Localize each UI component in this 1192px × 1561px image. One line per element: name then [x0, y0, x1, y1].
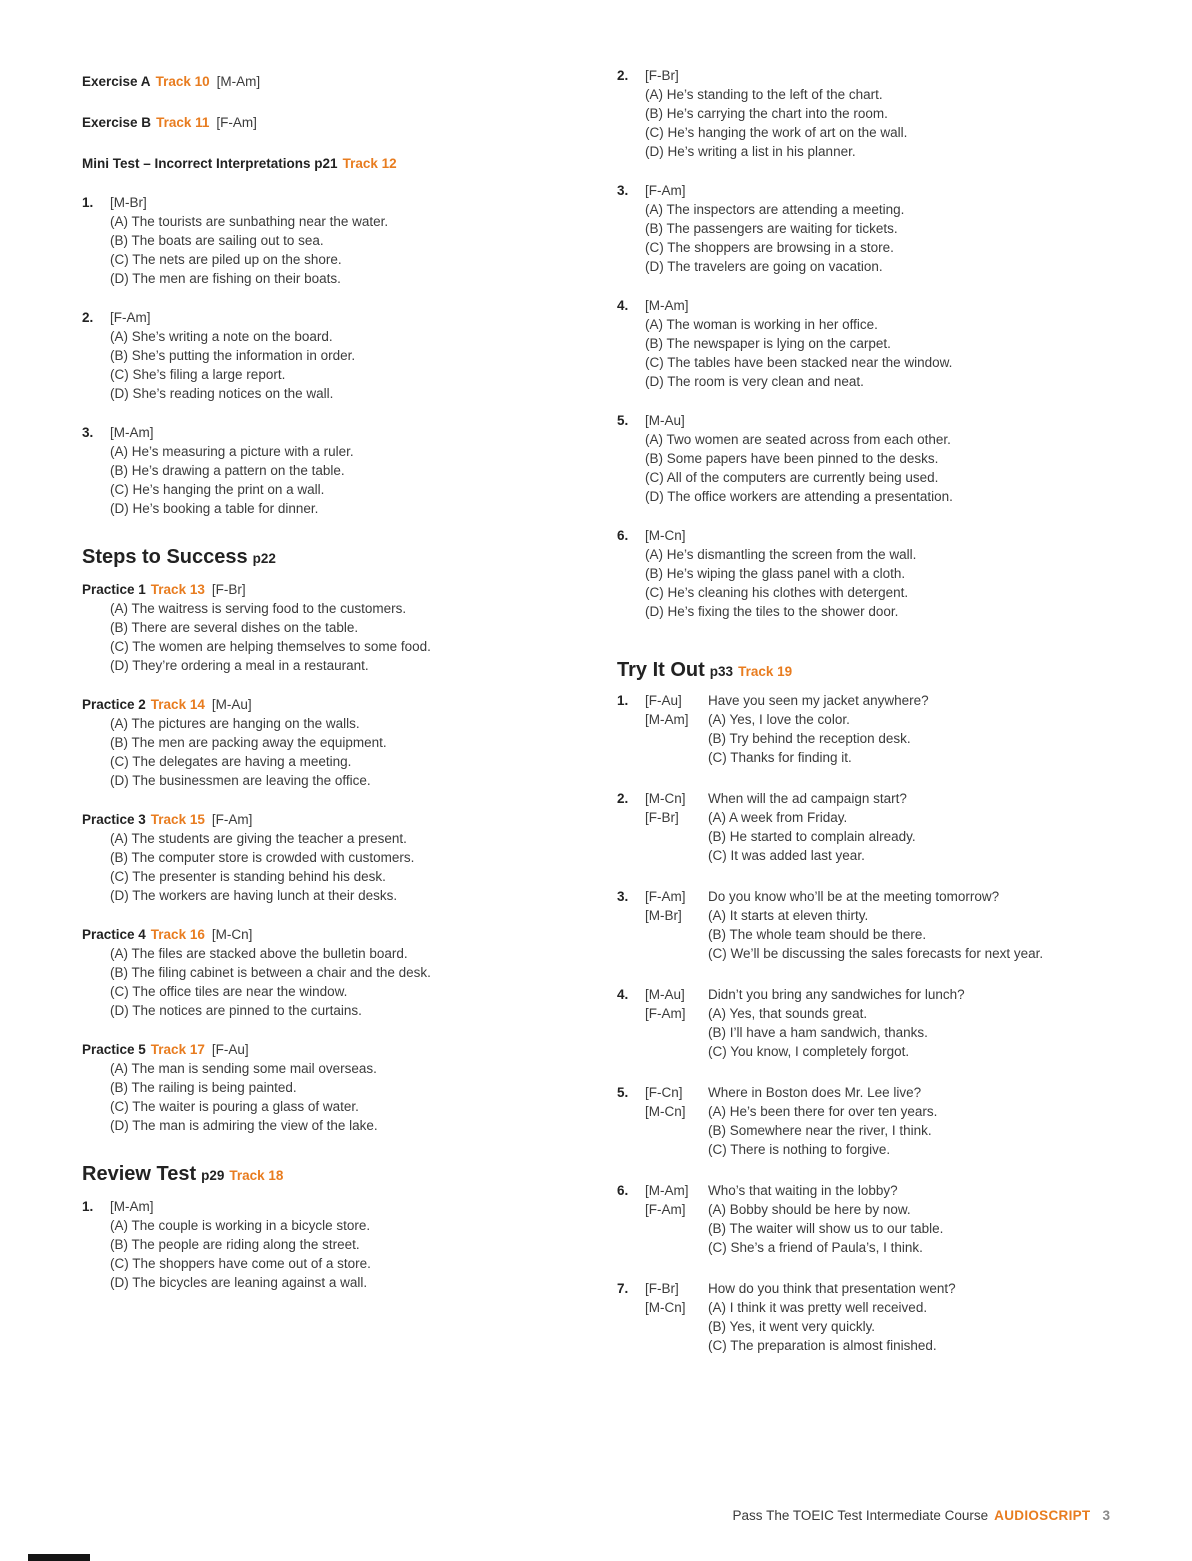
answer-option: (D) The businessmen are leaving the office.: [110, 773, 371, 788]
spacer: [645, 925, 708, 944]
practice-heading: [82, 580, 575, 599]
answer-option: (C) The presenter is standing behind his desk.: [110, 869, 386, 884]
spacer: [617, 1238, 645, 1257]
question-number: 2.: [617, 791, 629, 806]
answer-option: (B) The filing cabinet is between a chair and the desk.: [110, 965, 431, 980]
spacer: [645, 1317, 708, 1336]
answer-option: (A) A week from Friday.: [708, 810, 848, 825]
qa-question-row: [617, 789, 1110, 808]
spacer: [645, 1336, 708, 1355]
answer-option: (A) She’s writing a note on the board.: [110, 329, 333, 344]
exercise-heading: [82, 113, 575, 132]
answer-option: (C) The women are helping themselves to some food.: [110, 639, 431, 654]
spacer: [617, 827, 645, 846]
spacer: [617, 1200, 645, 1219]
answer-option: (C) The waiter is pouring a glass of water.: [110, 1099, 359, 1114]
right-column: [617, 66, 1110, 1355]
practice-label: Practice 4: [82, 927, 146, 942]
voice-tag: [M-Cn]: [645, 791, 686, 806]
voice-tag: [F-Br]: [211, 582, 246, 597]
qa-answer-row: [617, 1219, 1110, 1238]
question-header: [617, 66, 1110, 85]
question-header: [82, 193, 575, 212]
voice-tag: [M-Au]: [645, 987, 685, 1002]
practice-heading: [82, 925, 575, 944]
qa-question-row: [617, 887, 1110, 906]
spacer: [617, 944, 645, 963]
answer-option: (A) He’s dismantling the screen from the wall.: [645, 547, 917, 562]
spacer: [645, 1023, 708, 1042]
answer-option: (A) He’s standing to the left of the chart.: [645, 87, 883, 102]
answer-option: (C) The tables have been stacked near the window.: [645, 355, 953, 370]
question-text: Who’s that waiting in the lobby?: [708, 1183, 898, 1198]
answer-option: (A) Yes, I love the color.: [708, 712, 850, 727]
qa-answer-row: [617, 1042, 1110, 1061]
voice-tag: [F-Au]: [211, 1042, 249, 1057]
answer-options: [645, 200, 1110, 276]
answer-options: [645, 545, 1110, 621]
question-response-item: [617, 1181, 1110, 1257]
section-title: Steps to Success: [82, 546, 248, 568]
qa-answer-row: [617, 710, 1110, 729]
voice-tag: [M-Au]: [211, 697, 252, 712]
question-number: 4.: [617, 987, 629, 1002]
answer-option: (C) There is nothing to forgive.: [708, 1142, 891, 1157]
question-number: 2.: [617, 68, 629, 83]
answer-options: [645, 315, 1110, 391]
practice-heading: [82, 1040, 575, 1059]
answer-option: (B) Yes, it went very quickly.: [708, 1319, 876, 1334]
answer-option: (A) The students are giving the teacher a present.: [110, 831, 407, 846]
voice-tag: [M-Am]: [110, 1199, 154, 1214]
spacer: [617, 1121, 645, 1140]
voice-tag: [F-Am]: [110, 310, 151, 325]
voice-tag: [M-Am]: [645, 298, 689, 313]
voice-tag: [M-Au]: [645, 413, 685, 428]
track-label: Track 11: [156, 115, 210, 130]
answer-option: (B) The computer store is crowded with customers.: [110, 850, 415, 865]
qa-answer-row: [617, 729, 1110, 748]
answer-option: (B) The railing is being painted.: [110, 1080, 297, 1095]
spacer: [617, 1023, 645, 1042]
answer-option: (A) The couple is working in a bicycle store.: [110, 1218, 371, 1233]
question-item: [617, 66, 1110, 161]
answer-options: [110, 327, 575, 403]
page-ref: p22: [252, 551, 276, 566]
answer-option: (C) She’s a friend of Paula’s, I think.: [708, 1240, 923, 1255]
answer-option: (B) The waiter will show us to our table.: [708, 1221, 944, 1236]
answer-options: [110, 442, 575, 518]
question-text: Didn’t you bring any sandwiches for lunch?: [708, 987, 965, 1002]
section-title: Try It Out: [617, 659, 705, 681]
spacer: [645, 729, 708, 748]
spacer: [617, 729, 645, 748]
question-item: [617, 296, 1110, 391]
answer-option: (C) You know, I completely forgot.: [708, 1044, 910, 1059]
practice-heading: [82, 695, 575, 714]
answer-option: (C) The office tiles are near the window.: [110, 984, 348, 999]
qa-answer-row: [617, 827, 1110, 846]
track-label: Track 16: [150, 927, 205, 942]
question-header: [617, 296, 1110, 315]
question-text: How do you think that presentation went?: [708, 1281, 956, 1296]
spacer: [617, 1298, 645, 1317]
answer-option: (A) I think it was pretty well received.: [708, 1300, 928, 1315]
page-footer: [733, 1508, 1110, 1523]
spacer: [645, 1219, 708, 1238]
voice-tag: [M-Cn]: [645, 1300, 686, 1315]
answer-options: [110, 599, 575, 675]
question-text: Do you know who’ll be at the meeting tomorrow?: [708, 889, 1000, 904]
qa-answer-row: [617, 808, 1110, 827]
answer-option: (B) The men are packing away the equipment.: [110, 735, 387, 750]
answer-option: (C) We’ll be discussing the sales forecasts for next year.: [708, 946, 1044, 961]
page-ref: p33: [709, 664, 734, 679]
qa-answer-row: [617, 748, 1110, 767]
qa-answer-row: [617, 1298, 1110, 1317]
left-column: [82, 66, 575, 1355]
question-header: [617, 181, 1110, 200]
track-label: Track 13: [150, 582, 205, 597]
answer-option: (B) Some papers have been pinned to the desks.: [645, 451, 939, 466]
answer-option: (A) The tourists are sunbathing near the water.: [110, 214, 389, 229]
answer-option: (B) The boats are sailing out to sea.: [110, 233, 324, 248]
qa-question-row: [617, 1279, 1110, 1298]
exercise-heading: [82, 154, 575, 173]
footer-course-title: Pass The TOEIC Test Intermediate Course: [732, 1508, 989, 1523]
track-label: Track 14: [150, 697, 205, 712]
section-heading: [82, 544, 575, 572]
page-number: 3: [1102, 1508, 1110, 1523]
qa-answer-row: [617, 925, 1110, 944]
answer-option: (D) The room is very clean and neat.: [645, 374, 864, 389]
qa-answer-row: [617, 1200, 1110, 1219]
section-title: Review Test: [82, 1163, 197, 1185]
question-number: 6.: [617, 528, 629, 543]
spacer: [617, 846, 645, 865]
section-heading: [617, 657, 1110, 685]
spacer: [645, 1042, 708, 1061]
qa-answer-row: [617, 1121, 1110, 1140]
exercise-label: Mini Test – Incorrect Interpretations p21: [82, 156, 338, 171]
answer-option: (D) The notices are pinned to the curtains.: [110, 1003, 362, 1018]
answer-option: (A) He’s measuring a picture with a ruler.: [110, 444, 354, 459]
qa-question-row: [617, 1181, 1110, 1200]
answer-option: (D) The office workers are attending a presentation.: [645, 489, 953, 504]
print-artifact-bar: [28, 1554, 90, 1561]
answer-options: [110, 1216, 575, 1292]
answer-option: (B) The whole team should be there.: [708, 927, 927, 942]
voice-tag: [F-Am]: [645, 889, 686, 904]
answer-option: (B) Somewhere near the river, I think.: [708, 1123, 932, 1138]
spacer: [645, 1140, 708, 1159]
spacer: [617, 710, 645, 729]
practice-heading: [82, 810, 575, 829]
answer-option: (C) She’s filing a large report.: [110, 367, 286, 382]
voice-tag: [F-Am]: [645, 183, 686, 198]
question-item: [82, 423, 575, 518]
question-response-item: [617, 985, 1110, 1061]
qa-answer-row: [617, 1140, 1110, 1159]
spacer: [617, 808, 645, 827]
qa-answer-row: [617, 1102, 1110, 1121]
practice-block: [82, 1040, 575, 1135]
answer-option: (B) I’ll have a ham sandwich, thanks.: [708, 1025, 928, 1040]
qa-answer-row: [617, 1023, 1110, 1042]
question-number: 3.: [617, 183, 629, 198]
voice-tag: [M-Cn]: [211, 927, 253, 942]
answer-option: (C) The shoppers are browsing in a store.: [645, 240, 894, 255]
question-item: [617, 181, 1110, 276]
spacer: [645, 827, 708, 846]
spacer: [617, 1102, 645, 1121]
track-label: Track 15: [150, 812, 205, 827]
answer-option: (A) The woman is working in her office.: [645, 317, 878, 332]
voice-tag: [F-Br]: [645, 1281, 679, 1296]
answer-option: (A) The inspectors are attending a meeting.: [645, 202, 905, 217]
voice-tag: [F-Am]: [211, 812, 253, 827]
practice-block: [82, 925, 575, 1020]
question-number: 3.: [82, 425, 94, 440]
track-label: Track 18: [229, 1168, 284, 1183]
qa-question-row: [617, 1083, 1110, 1102]
answer-option: (D) The travelers are going on vacation.: [645, 259, 883, 274]
answer-option: (D) The bicycles are leaning against a wall.: [110, 1275, 368, 1290]
question-response-item: [617, 789, 1110, 865]
answer-option: (B) She’s putting the information in order.: [110, 348, 356, 363]
question-item: [82, 193, 575, 288]
spacer: [617, 925, 645, 944]
answer-options: [110, 944, 575, 1020]
question-response-item: [617, 1083, 1110, 1159]
practice-block: [82, 695, 575, 790]
voice-tag: [F-Am]: [216, 115, 257, 130]
answer-option: (C) The delegates are having a meeting.: [110, 754, 352, 769]
answer-option: (B) Try behind the reception desk.: [708, 731, 911, 746]
question-item: [82, 1197, 575, 1292]
qa-answer-row: [617, 846, 1110, 865]
question-item: [82, 308, 575, 403]
answer-options: [110, 1059, 575, 1135]
answer-option: (A) It starts at eleven thirty.: [708, 908, 869, 923]
practice-block: [82, 580, 575, 675]
qa-answer-row: [617, 906, 1110, 925]
question-text: Where in Boston does Mr. Lee live?: [708, 1085, 922, 1100]
voice-tag: [F-Au]: [645, 693, 682, 708]
answer-option: (B) The passengers are waiting for tickets.: [645, 221, 898, 236]
track-label: Track 10: [155, 74, 210, 89]
question-header: [617, 526, 1110, 545]
voice-tag: [F-Br]: [645, 810, 679, 825]
answer-options: [110, 212, 575, 288]
question-header: [82, 423, 575, 442]
exercise-label: Exercise A: [82, 74, 151, 89]
answer-option: (C) The nets are piled up on the shore.: [110, 252, 342, 267]
voice-tag: [M-Cn]: [645, 1104, 686, 1119]
qa-answer-row: [617, 944, 1110, 963]
qa-answer-row: [617, 1336, 1110, 1355]
question-number: 2.: [82, 310, 94, 325]
answer-option: (A) The pictures are hanging on the walls.: [110, 716, 360, 731]
answer-option: (D) The man is admiring the view of the lake.: [110, 1118, 378, 1133]
answer-options: [645, 430, 1110, 506]
answer-option: (D) The men are fishing on their boats.: [110, 271, 341, 286]
question-response-item: [617, 1279, 1110, 1355]
voice-tag: [F-Br]: [645, 68, 679, 83]
answer-option: (C) He’s cleaning his clothes with detergent.: [645, 585, 909, 600]
answer-option: (C) He’s hanging the work of art on the wall.: [645, 125, 908, 140]
answer-options: [645, 85, 1110, 161]
question-number: 6.: [617, 1183, 629, 1198]
answer-option: (A) The files are stacked above the bulletin board.: [110, 946, 408, 961]
voice-tag: [M-Am]: [645, 712, 689, 727]
answer-option: (C) The shoppers have come out of a store.: [110, 1256, 371, 1271]
spacer: [645, 748, 708, 767]
answer-option: (B) He’s wiping the glass panel with a cloth.: [645, 566, 906, 581]
exercise-heading: [82, 72, 575, 91]
qa-question-row: [617, 691, 1110, 710]
voice-tag: [M-Cn]: [645, 528, 686, 543]
answer-option: (D) They’re ordering a meal in a restaurant.: [110, 658, 369, 673]
answer-option: (A) The man is sending some mail overseas.: [110, 1061, 377, 1076]
voice-tag: [F-Am]: [645, 1202, 686, 1217]
answer-option: (C) The preparation is almost finished.: [708, 1338, 937, 1353]
spacer: [617, 906, 645, 925]
answer-option: (D) He’s writing a list in his planner.: [645, 144, 856, 159]
question-number: 1.: [82, 195, 94, 210]
answer-option: (C) It was added last year.: [708, 848, 865, 863]
practice-label: Practice 3: [82, 812, 146, 827]
answer-option: (A) Bobby should be here by now.: [708, 1202, 911, 1217]
voice-tag: [F-Am]: [645, 1006, 686, 1021]
answer-option: (A) Two women are seated across from each other.: [645, 432, 951, 447]
question-number: 5.: [617, 1085, 629, 1100]
track-label: Track 12: [342, 156, 397, 171]
voice-tag: [M-Am]: [216, 74, 261, 89]
qa-answer-row: [617, 1238, 1110, 1257]
answer-option: (B) He started to complain already.: [708, 829, 916, 844]
question-item: [617, 526, 1110, 621]
question-header: [82, 1197, 575, 1216]
spacer: [617, 1004, 645, 1023]
track-label: Track 17: [150, 1042, 205, 1057]
answer-option: (D) He’s booking a table for dinner.: [110, 501, 319, 516]
voice-tag: [M-Br]: [110, 195, 147, 210]
question-header: [82, 308, 575, 327]
question-number: 5.: [617, 413, 629, 428]
voice-tag: [F-Cn]: [645, 1085, 683, 1100]
spacer: [617, 1042, 645, 1061]
answer-option: (B) There are several dishes on the table.: [110, 620, 359, 635]
practice-label: Practice 1: [82, 582, 146, 597]
question-text: When will the ad campaign start?: [708, 791, 907, 806]
voice-tag: [M-Br]: [645, 908, 682, 923]
track-label: Track 19: [738, 664, 793, 679]
question-text: Have you seen my jacket anywhere?: [708, 693, 929, 708]
spacer: [645, 846, 708, 865]
practice-label: Practice 2: [82, 697, 146, 712]
answer-option: (C) Thanks for finding it.: [708, 750, 852, 765]
qa-answer-row: [617, 1004, 1110, 1023]
question-header: [617, 411, 1110, 430]
answer-options: [110, 714, 575, 790]
footer-section-label: AUDIOSCRIPT: [994, 1508, 1091, 1523]
practice-block: [82, 810, 575, 905]
question-number: 1.: [617, 693, 629, 708]
question-item: [617, 411, 1110, 506]
answer-option: (A) Yes, that sounds great.: [708, 1006, 868, 1021]
answer-option: (C) He’s hanging the print on a wall.: [110, 482, 325, 497]
exercise-label: Exercise B: [82, 115, 152, 130]
answer-options: [110, 829, 575, 905]
answer-option: (A) The waitress is serving food to the customers.: [110, 601, 407, 616]
voice-tag: [M-Am]: [110, 425, 154, 440]
question-number: 4.: [617, 298, 629, 313]
answer-option: (D) She’s reading notices on the wall.: [110, 386, 334, 401]
answer-option: (D) He’s fixing the tiles to the shower door.: [645, 604, 899, 619]
answer-option: (B) He’s carrying the chart into the room.: [645, 106, 888, 121]
page-ref: p29: [201, 1168, 225, 1183]
voice-tag: [M-Am]: [645, 1183, 689, 1198]
spacer: [617, 1219, 645, 1238]
spacer: [645, 944, 708, 963]
qa-question-row: [617, 985, 1110, 1004]
answer-option: (C) All of the computers are currently being used.: [645, 470, 939, 485]
spacer: [617, 1140, 645, 1159]
question-number: 1.: [82, 1199, 94, 1214]
question-number: 7.: [617, 1281, 629, 1296]
question-response-item: [617, 691, 1110, 767]
spacer: [617, 1336, 645, 1355]
qa-answer-row: [617, 1317, 1110, 1336]
answer-option: (D) The workers are having lunch at their desks.: [110, 888, 398, 903]
section-heading: [82, 1161, 575, 1189]
answer-option: (B) The newspaper is lying on the carpet.: [645, 336, 891, 351]
spacer: [645, 1121, 708, 1140]
question-response-item: [617, 887, 1110, 963]
practice-label: Practice 5: [82, 1042, 146, 1057]
answer-option: (B) He’s drawing a pattern on the table.: [110, 463, 345, 478]
question-number: 3.: [617, 889, 629, 904]
answer-option: (A) He’s been there for over ten years.: [708, 1104, 938, 1119]
answer-option: (B) The people are riding along the street.: [110, 1237, 360, 1252]
spacer: [617, 748, 645, 767]
spacer: [617, 1317, 645, 1336]
spacer: [645, 1238, 708, 1257]
